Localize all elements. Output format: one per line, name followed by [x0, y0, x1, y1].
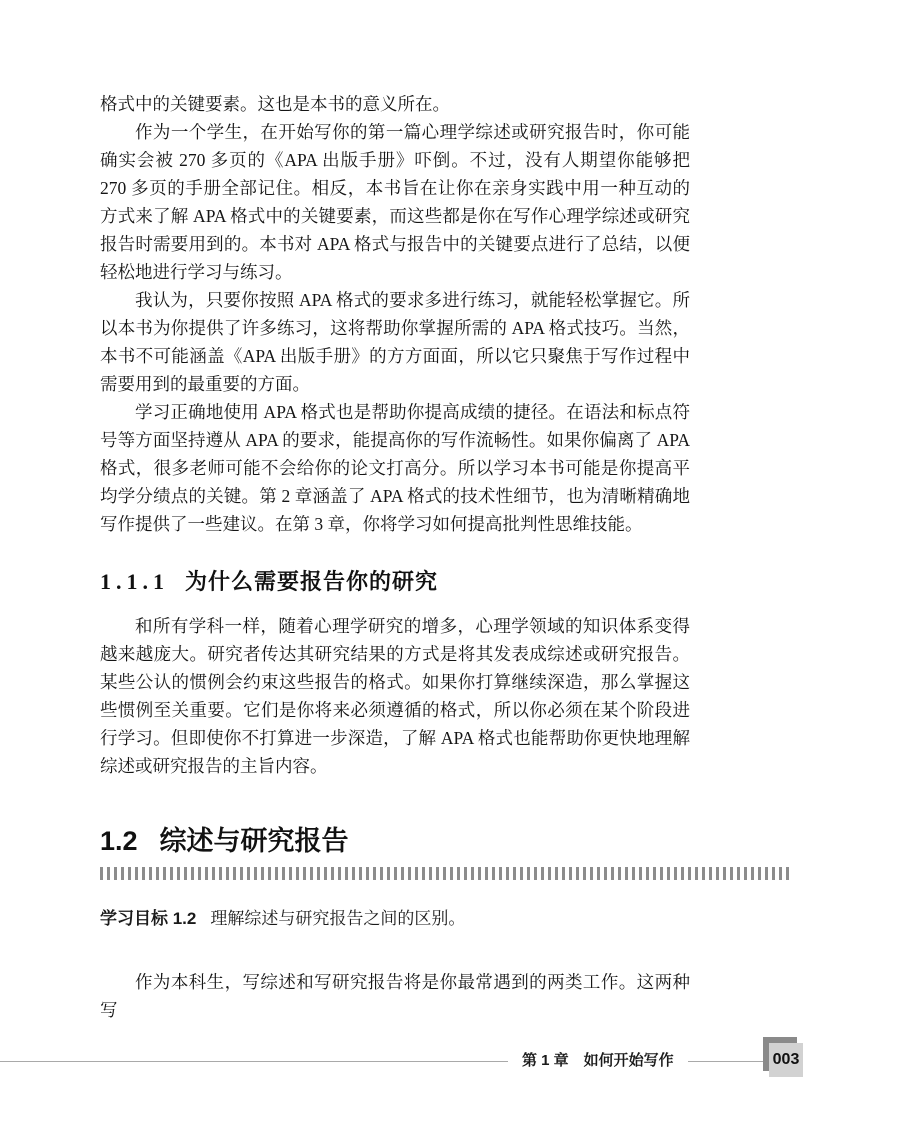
page-body	[100, 90, 690, 1024]
subsection-number: 1.1.1	[100, 569, 169, 594]
paragraph: 和所有学科一样，随着心理学研究的增多，心理学领域的知识体系变得越来越庞大。研究者传达其研究结果的方式是将其发表成综述或研究报告。某些公认的惯例会约束这些报告的格式。如果你打算继续深造，那么掌握这些惯例至关重要。它们是你将来必须遵循的格式，所以你必须在某个阶段进行学习。但即使你不打算进一步深造，了解 APA 格式也能帮助你更快地理解综述或研究报告的主旨内容。	[100, 616, 690, 776]
subsection-title: 为什么需要报告你的研究	[185, 569, 439, 594]
paragraph: 作为本科生，写综述和写研究报告将是你最常遇到的两类工作。这两种写	[100, 972, 690, 1020]
page-number-box	[763, 1037, 804, 1078]
paragraph: 学习正确地使用 APA 格式也是帮助你提高成绩的捷径。在语法和标点符号等方面坚持遵从 APA 的要求，能提高你的写作流畅性。如果你偏离了 APA 格式，很多老师可能不会给你的论文打高分。所以学习本书可能是你提高平均学分绩点的关键。第 2 章涵盖了 APA 格式的技术性细节，也为清晰精确地写作提供了一些建议。在第 3 章，你将学习如何提高批判性思维技能。	[100, 402, 690, 534]
learning-objective	[100, 907, 690, 931]
section-divider-bars	[100, 867, 790, 880]
paragraph-continuation: 格式中的关键要素。这也是本书的意义所在。	[100, 94, 450, 114]
running-footer-chapter: 第 1 章 如何开始写作	[508, 1050, 688, 1072]
section-title: 综述与研究报告	[159, 826, 349, 856]
paragraph: 我认为，只要你按照 APA 格式的要求多进行练习，就能轻松掌握它。所以本书为你提供了许多练习，这将帮助你掌握所需的 APA 格式技巧。当然，本书不可能涵盖《APA 出版手册》的方方面面，所以它只聚焦于写作过程中需要用到的最重要的方面。	[100, 290, 690, 394]
section-heading-1-2	[100, 824, 690, 858]
paragraph: 作为一个学生，在开始写你的第一篇心理学综述或研究报告时，你可能确实会被 270 多页的《APA 出版手册》吓倒。不过，没有人期望你能够把 270 多页的手册全部记住。相反，本书旨在让你在亲身实践中用一种互动的方式来了解 APA 格式中的关键要素，而这些都是你在写作心理学综述或研究报告时需要用到的。本书对 APA 格式与报告中的关键要点进行了总结，以便轻松地进行学习与练习。	[100, 122, 690, 282]
section-number: 1.2	[100, 826, 138, 856]
page-number: 003	[769, 1043, 803, 1077]
learning-objective-text: 理解综述与研究报告之间的区别。	[210, 909, 466, 928]
learning-objective-label: 学习目标 1.2	[100, 909, 197, 928]
subsection-heading-1-1-1	[100, 566, 690, 598]
